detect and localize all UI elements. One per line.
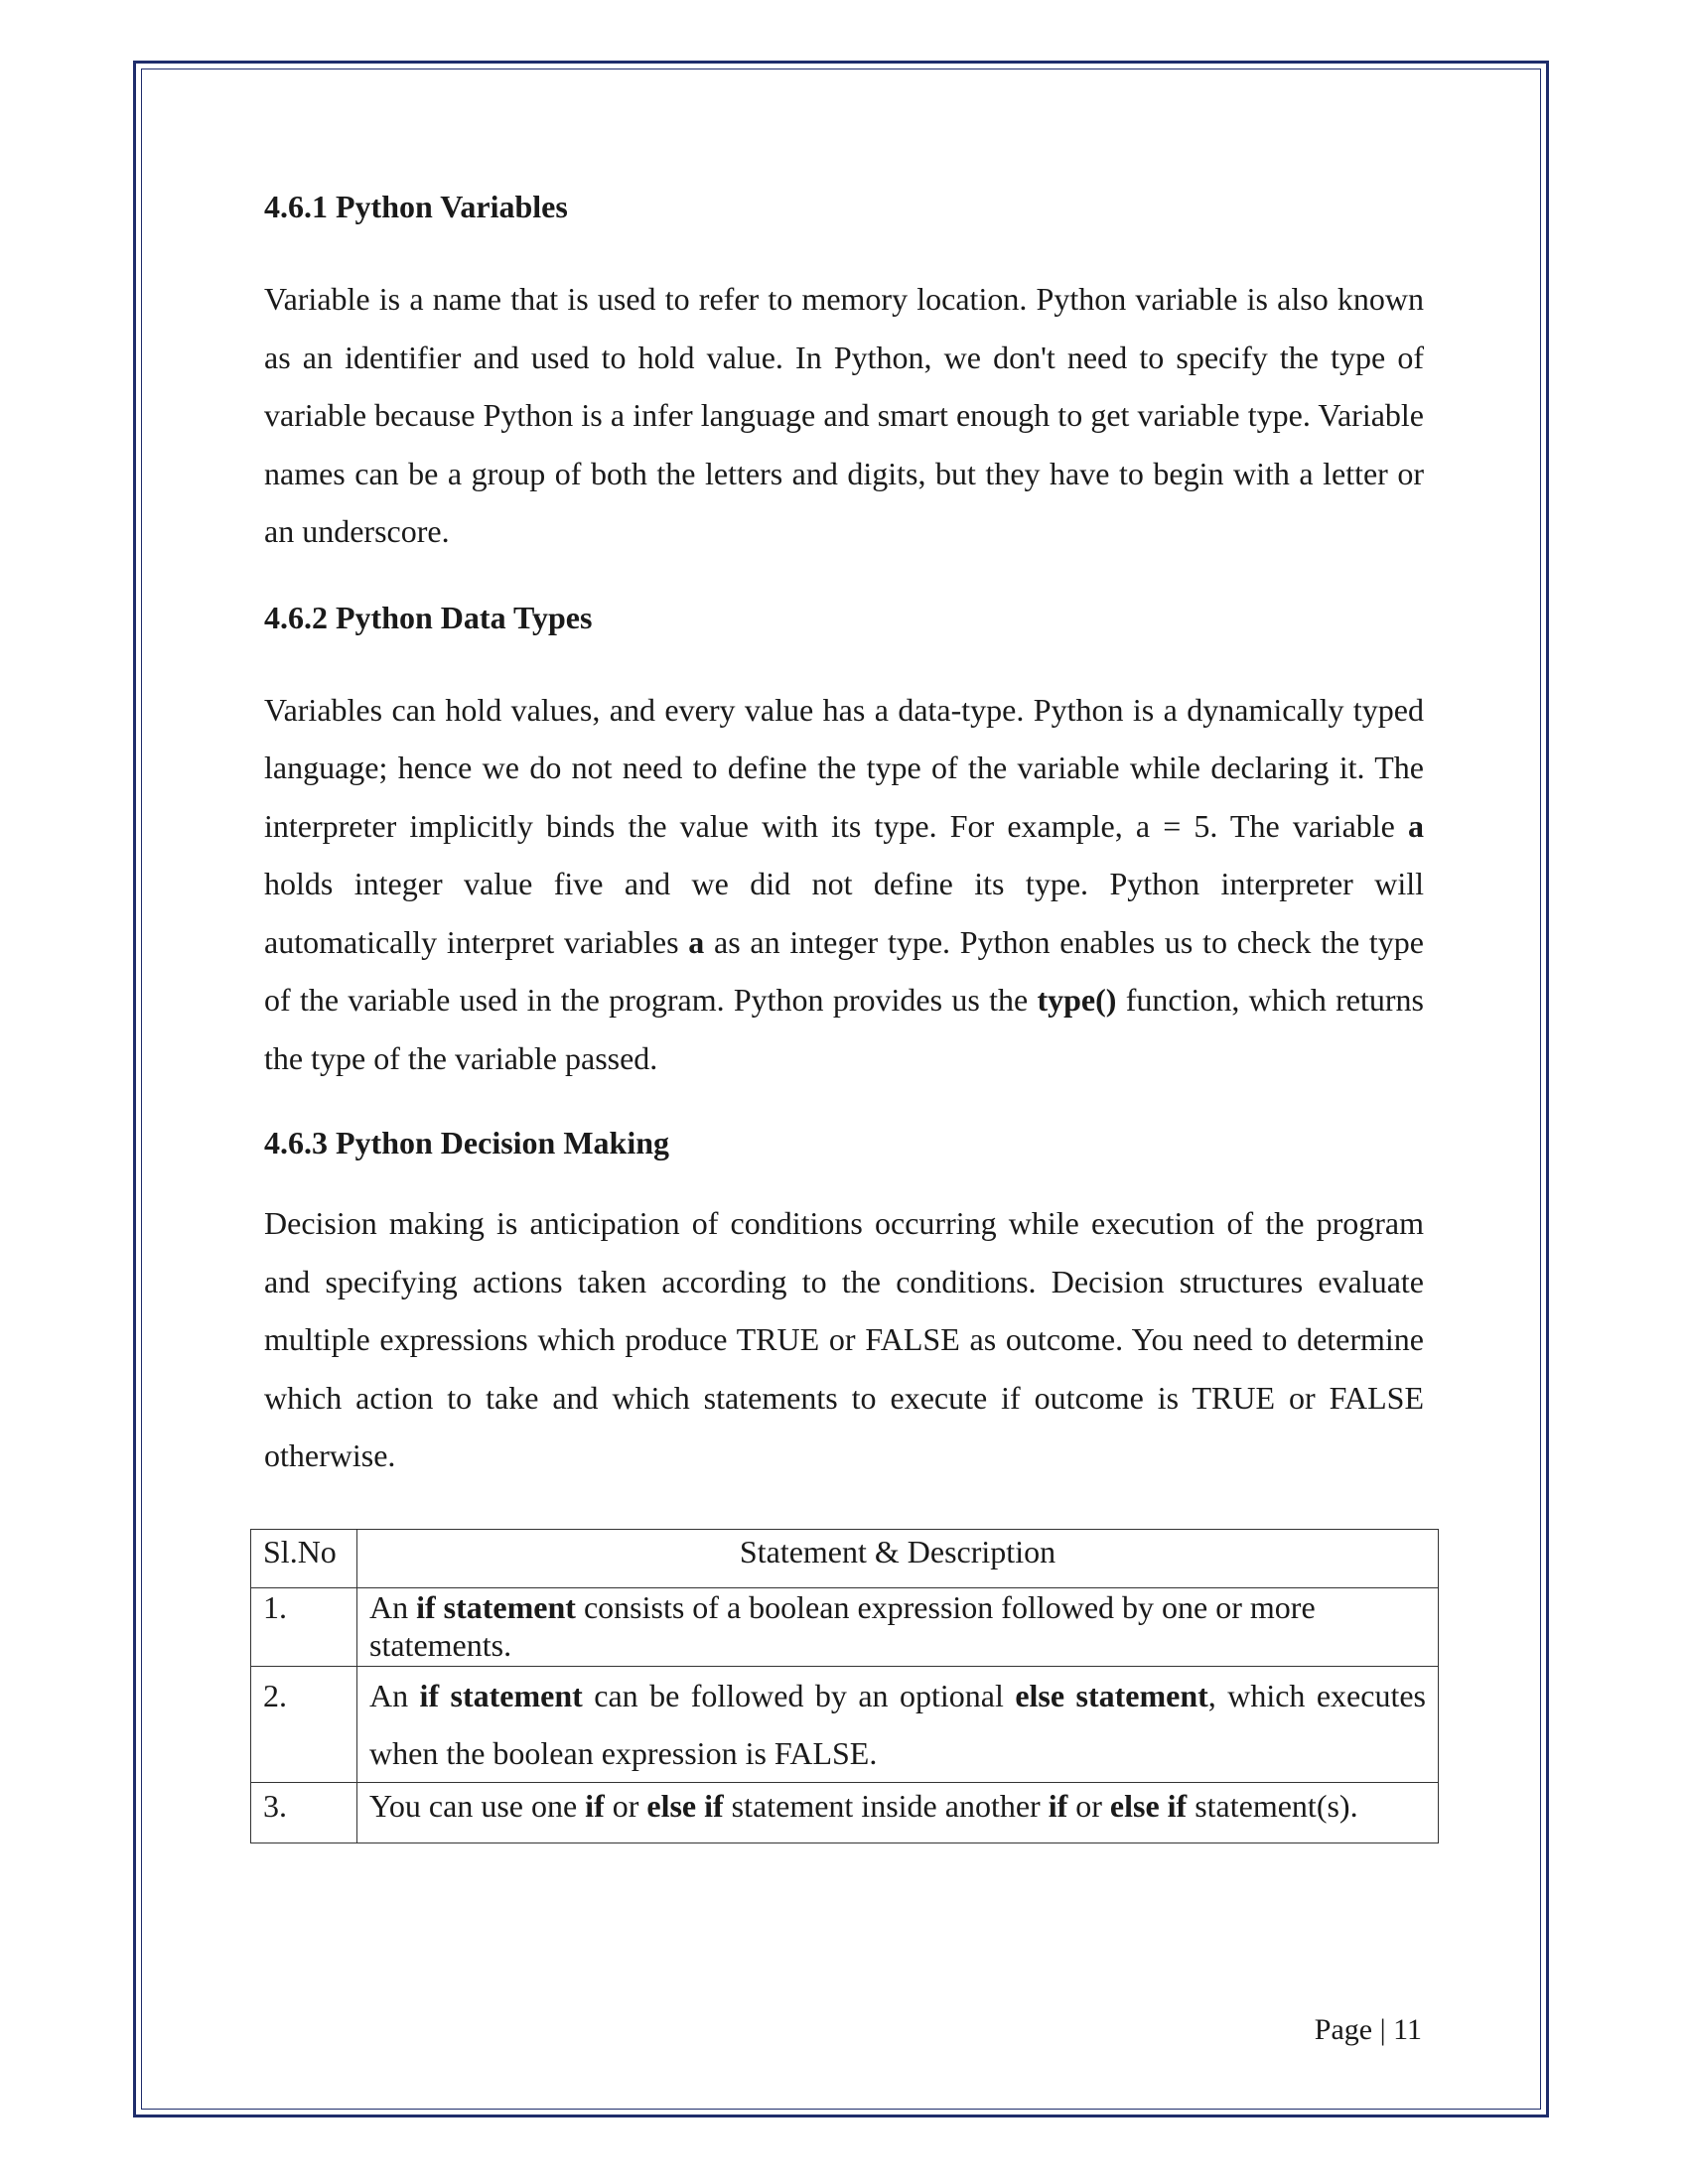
page-content [264, 181, 1424, 1485]
bold-term: a [1408, 807, 1424, 844]
table-cell-number: 3. [251, 1783, 357, 1843]
text-run: or [1067, 1788, 1110, 1824]
heading-python-decision-making: 4.6.3 Python Decision Making [264, 1125, 670, 1160]
table-row [251, 1667, 1439, 1783]
text-run: You can use one [369, 1788, 586, 1824]
table-cell-description [357, 1588, 1439, 1667]
text-run: or [604, 1788, 647, 1824]
text-run: consists of a boolean expression followed by one or more statements. [369, 1589, 1316, 1663]
text-run: function, which returns the type of the variable passed. [264, 982, 1425, 1076]
text-run: An [369, 1589, 417, 1625]
text-run: Variables can hold values, and every value has a data-type. Python is a dynamically typed language; hence we do not need to define the type of the variable while declaring it. The interpreter implicitly binds the value with its type. For example, a = 5. The variable [264, 691, 1424, 844]
bold-term: if [1048, 1788, 1068, 1824]
text-run: statement inside another [723, 1788, 1049, 1824]
bold-term: else statement [1015, 1678, 1208, 1713]
text-run: as an integer type. Python enables us to check the type of the variable used in the program. Python provides us the [264, 923, 1425, 1018]
table-header-row [251, 1530, 1439, 1588]
bold-term: if statement [416, 1589, 576, 1625]
table-row [251, 1588, 1439, 1667]
bold-term: else if [1109, 1788, 1188, 1824]
text-run: holds integer value five and we did not define its type. Python interpreter will automatically interpret variables [264, 866, 1424, 960]
bold-term: a [688, 923, 705, 960]
text-run: An [369, 1678, 420, 1713]
heading-python-data-types: 4.6.2 Python Data Types [264, 599, 593, 635]
table-header-description: Statement & Description [357, 1530, 1439, 1588]
paragraph-python-variables: Variable is a name that is used to refer to memory location. Python variable is also known as an identifier and used to hold value. In Python, we don't need to specify the type of variable because Python is a infer language and smart enough to get variable type. Variable names can be a group of both the letters and digits, but they have to begin with a letter or an underscore. [264, 281, 1424, 549]
page-number: Page | 11 [1314, 2013, 1422, 2046]
text-run: can be followed by an optional [582, 1678, 1016, 1713]
paragraph-python-data-types [264, 681, 1424, 1088]
decision-statements-table [250, 1529, 1439, 1843]
heading-python-variables: 4.6.1 Python Variables [264, 189, 568, 224]
table-header-slno: Sl.No [251, 1530, 357, 1588]
table-cell-number: 1. [251, 1588, 357, 1667]
table-row [251, 1783, 1439, 1843]
bold-term: else if [646, 1788, 724, 1824]
paragraph-python-decision-making: Decision making is anticipation of conditions occurring while execution of the program and specifying actions taken according to the conditions. Decision structures evaluate multiple expressions which produce TRUE or FALSE as outcome. You need to determine which action to take and which statements to execute if outcome is TRUE or FALSE otherwise. [264, 1205, 1424, 1473]
bold-term: if [585, 1788, 605, 1824]
text-run: , which executes when the boolean expression is FALSE. [369, 1678, 1427, 1771]
table-cell-description [357, 1783, 1439, 1843]
table-cell-number: 2. [251, 1667, 357, 1783]
text-run: statement(s). [1187, 1788, 1358, 1824]
bold-term: type() [1037, 982, 1117, 1018]
table-cell-description [357, 1667, 1439, 1783]
bold-term: if statement [419, 1678, 583, 1713]
